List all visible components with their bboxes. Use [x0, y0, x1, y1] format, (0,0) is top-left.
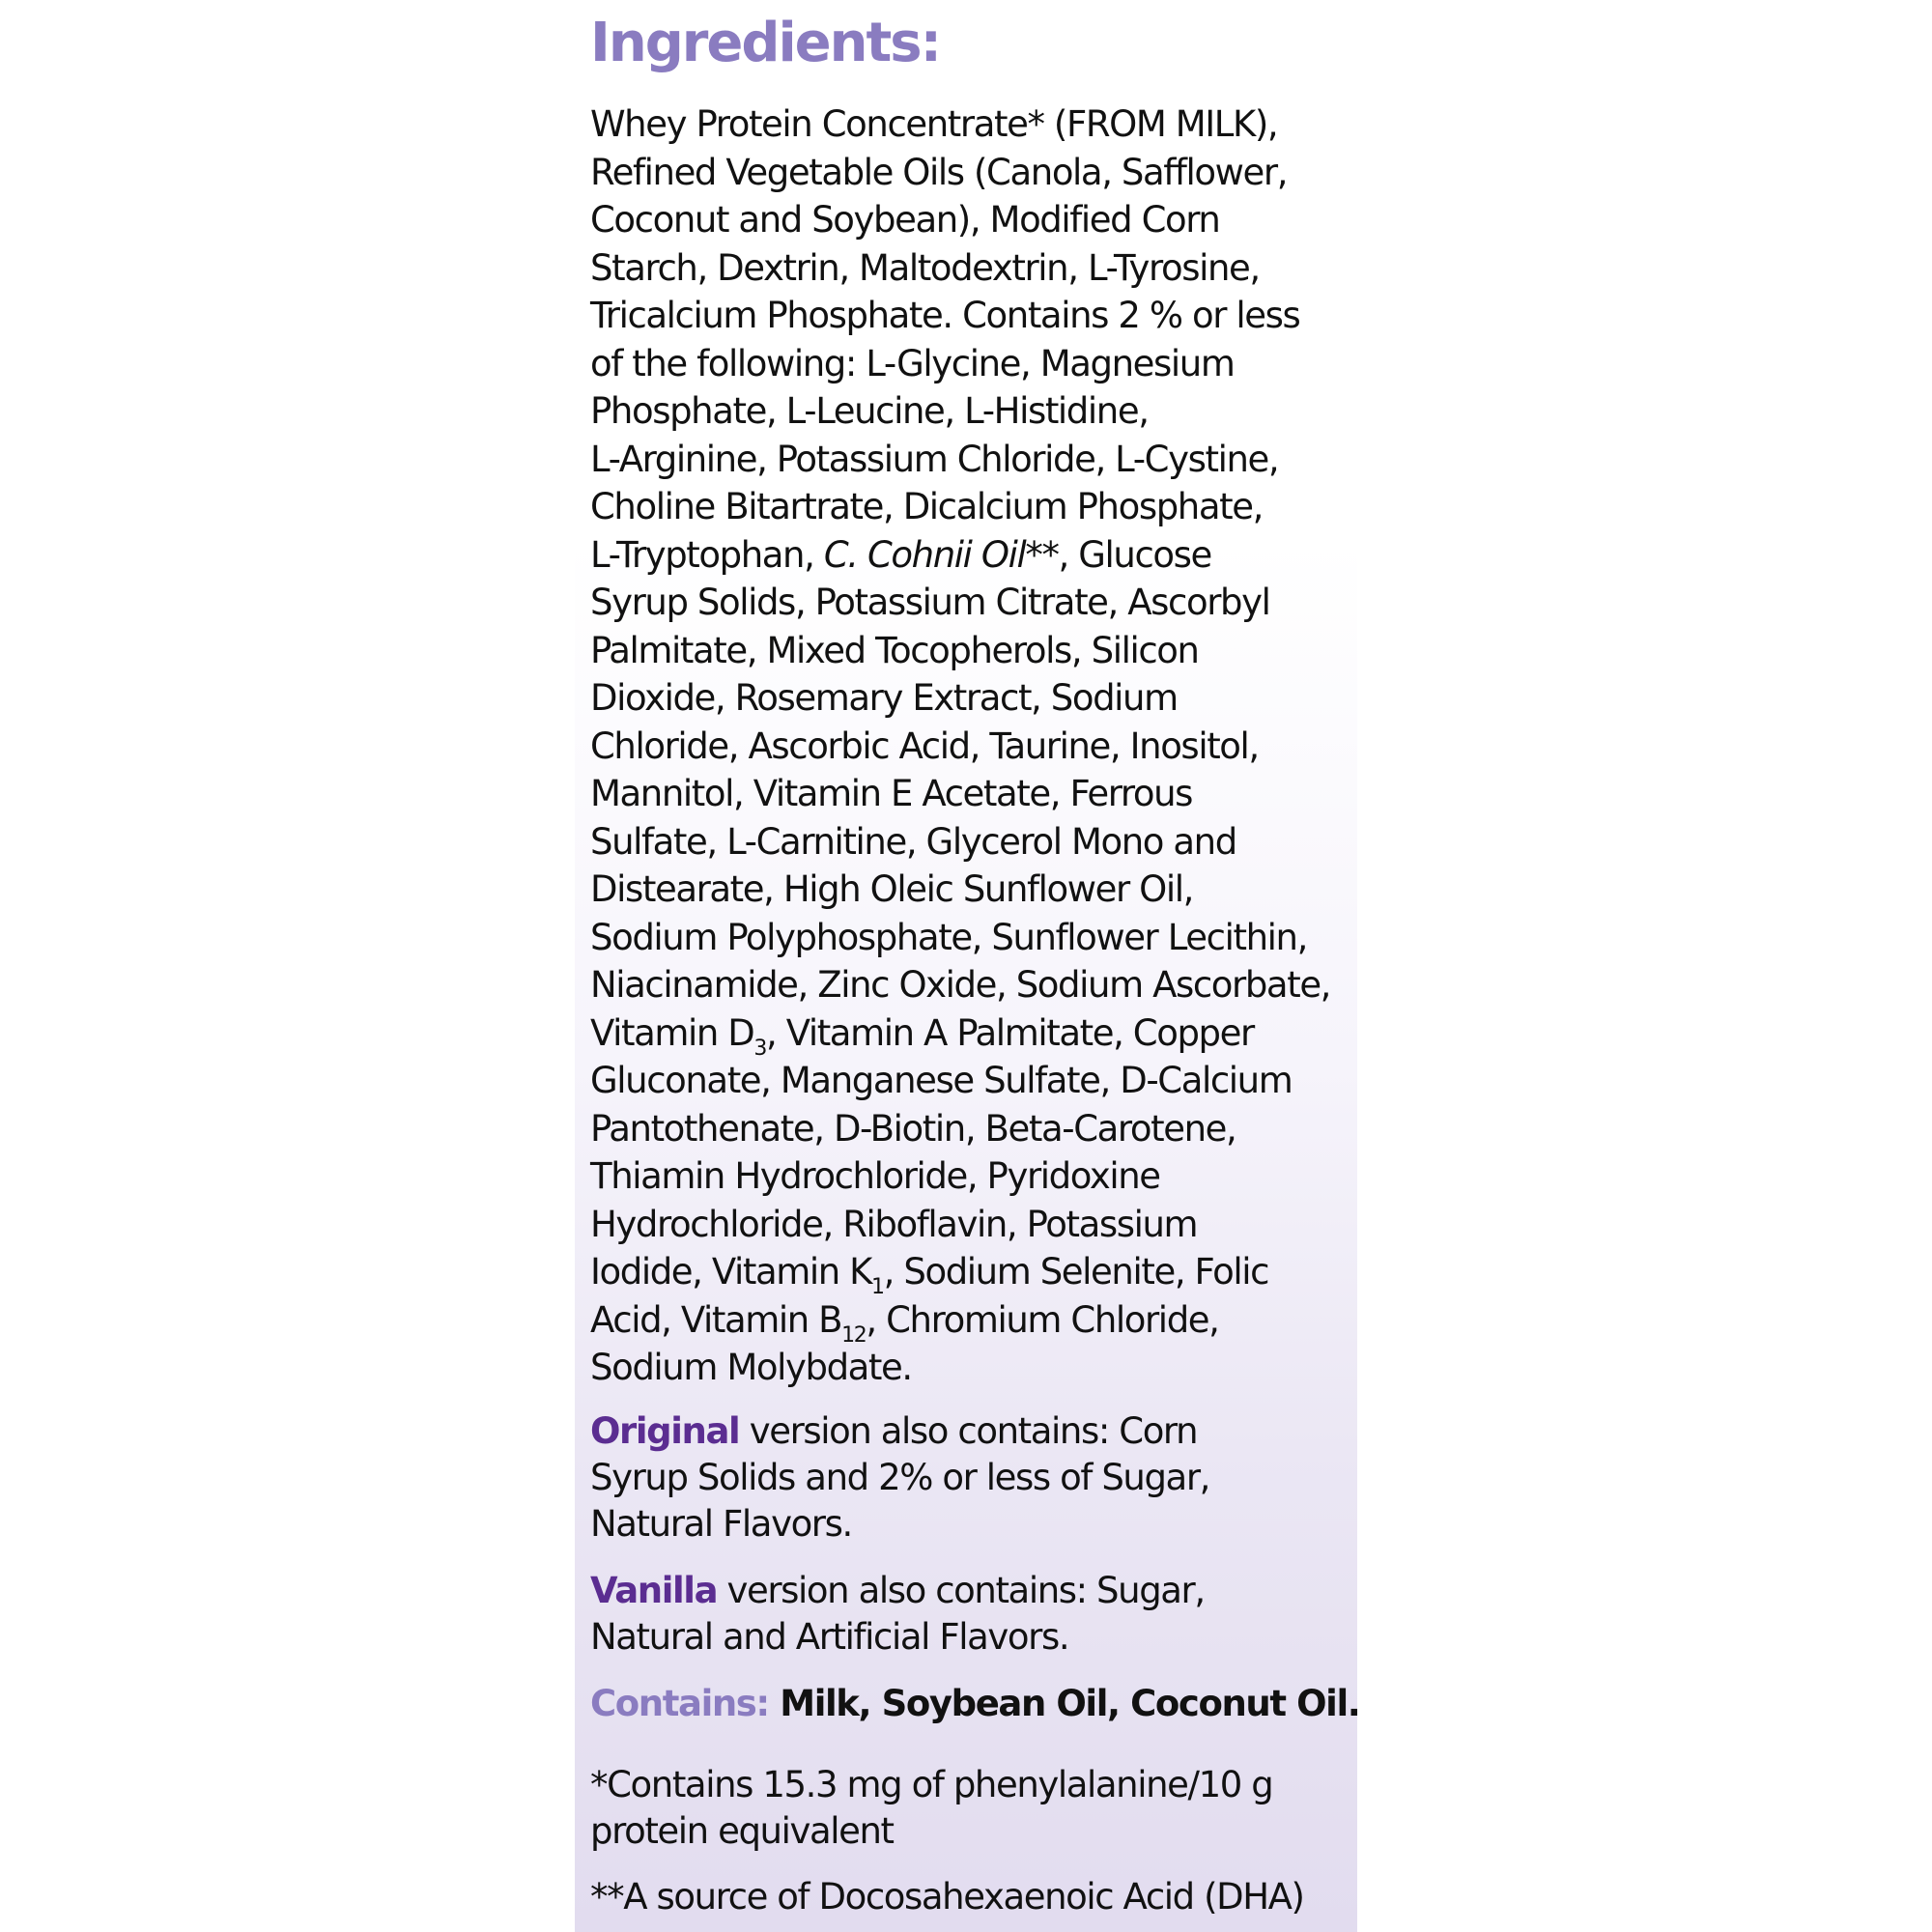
ingredients-line: Syrup Solids, Potassium Citrate, Ascorbyl: [590, 582, 1270, 623]
ingredients-line: Palmitate, Mixed Tocopherols, Silicon: [590, 629, 1199, 671]
contains-label: Contains:: [590, 1683, 769, 1724]
subscript: 12: [841, 1322, 867, 1348]
ingredients-line: Chloride, Ascorbic Acid, Taurine, Inositol,: [590, 724, 1259, 767]
ingredients-line: Distearate, High Oleic Sunflower Oil,: [590, 868, 1193, 910]
ingredients-line: [590, 1248, 1363, 1299]
ingredients-line: Dioxide, Rosemary Extract, Sodium: [590, 677, 1178, 719]
ingredients-heading: Ingredients:: [590, 12, 941, 74]
ingredients-line: Choline Bitartrate, Dicalcium Phosphate,: [590, 486, 1263, 527]
ingredients-line: of the following: L-Glycine, Magnesium: [590, 342, 1235, 384]
vanilla-text: version also contains: Sugar,: [717, 1570, 1205, 1611]
original-text: version also contains: Corn: [739, 1410, 1198, 1452]
original-line: Natural Flavors.: [590, 1503, 852, 1545]
ingredients-line: Tricalcium Phosphate. Contains 2 % or less: [590, 295, 1300, 336]
ingredients-text: , Vitamin A Palmitate, Copper: [766, 1011, 1254, 1054]
ingredients-text: **, Glucose: [1025, 533, 1211, 576]
ingredients-text: , Chromium Chloride,: [866, 1298, 1219, 1341]
subscript: 3: [753, 1036, 766, 1061]
allergen-statement: [590, 1681, 1363, 1727]
vanilla-line: [590, 1568, 1363, 1614]
footnote-line: **A source of Docosahexaenoic Acid (DHA): [590, 1876, 1304, 1918]
vanilla-version-note: [590, 1568, 1363, 1661]
ingredients-line: Whey Protein Concentrate* (FROM MILK),: [590, 103, 1278, 145]
original-line: Syrup Solids and 2% or less of Sugar,: [590, 1457, 1209, 1498]
allergen-line: [590, 1681, 1363, 1727]
subscript: 1: [871, 1275, 884, 1299]
ingredients-line: Sodium Polyphosphate, Sunflower Lecithin,: [590, 916, 1307, 958]
vanilla-label: Vanilla: [590, 1570, 718, 1611]
vanilla-line: Natural and Artificial Flavors.: [590, 1616, 1069, 1658]
ingredients-line: Starch, Dextrin, Maltodextrin, L-Tyrosine,: [590, 246, 1260, 289]
original-label: Original: [590, 1410, 740, 1452]
contains-value: Milk, Soybean Oil, Coconut Oil.: [768, 1683, 1360, 1724]
ingredients-text: Vitamin D: [590, 1011, 754, 1054]
ingredients-panel: [575, 0, 1360, 1932]
ingredients-line: Gluconate, Manganese Sulfate, D-Calcium: [590, 1060, 1293, 1101]
ingredients-line: Sulfate, L-Carnitine, Glycerol Mono and: [590, 820, 1236, 863]
original-version-note: [590, 1408, 1363, 1548]
ingredients-line: [590, 531, 1363, 580]
ingredients-line: L-Arginine, Potassium Chloride, L-Cystine,: [590, 438, 1279, 480]
ingredients-line: Pantothenate, D-Biotin, Beta-Carotene,: [590, 1107, 1236, 1150]
ingredients-text: Iodide, Vitamin K: [590, 1251, 872, 1293]
ingredients-italic-text: C. Cohnii Oil: [823, 533, 1026, 576]
ingredients-line: Refined Vegetable Oils (Canola, Safflower,: [590, 151, 1288, 193]
ingredients-line: [590, 1009, 1363, 1061]
ingredients-text: Acid, Vitamin B: [590, 1298, 842, 1341]
ingredients-line: Sodium Molybdate.: [590, 1347, 912, 1388]
ingredients-line: Hydrochloride, Riboflavin, Potassium: [590, 1203, 1198, 1245]
original-line: [590, 1408, 1363, 1455]
ingredients-line: Coconut and Soybean), Modified Corn: [590, 199, 1220, 241]
ingredients-line: Thiamin Hydrochloride, Pyridoxine: [590, 1155, 1160, 1197]
ingredients-list: [590, 100, 1363, 1392]
footnote-dha: [590, 1874, 1363, 1920]
footnote-phenylalanine: [590, 1762, 1363, 1855]
ingredients-line: Niacinamide, Zinc Oxide, Sodium Ascorbate,: [590, 964, 1331, 1006]
ingredients-text: , Sodium Selenite, Folic: [883, 1251, 1269, 1293]
footnote-line: *Contains 15.3 mg of phenylalanine/10 g: [590, 1764, 1273, 1805]
footnote-line: protein equivalent: [590, 1810, 894, 1852]
ingredients-line: [590, 1296, 1363, 1348]
ingredients-line: Phosphate, L-Leucine, L-Histidine,: [590, 390, 1149, 432]
ingredients-line: Mannitol, Vitamin E Acetate, Ferrous: [590, 773, 1193, 814]
ingredients-text: L-Tryptophan,: [590, 533, 824, 576]
